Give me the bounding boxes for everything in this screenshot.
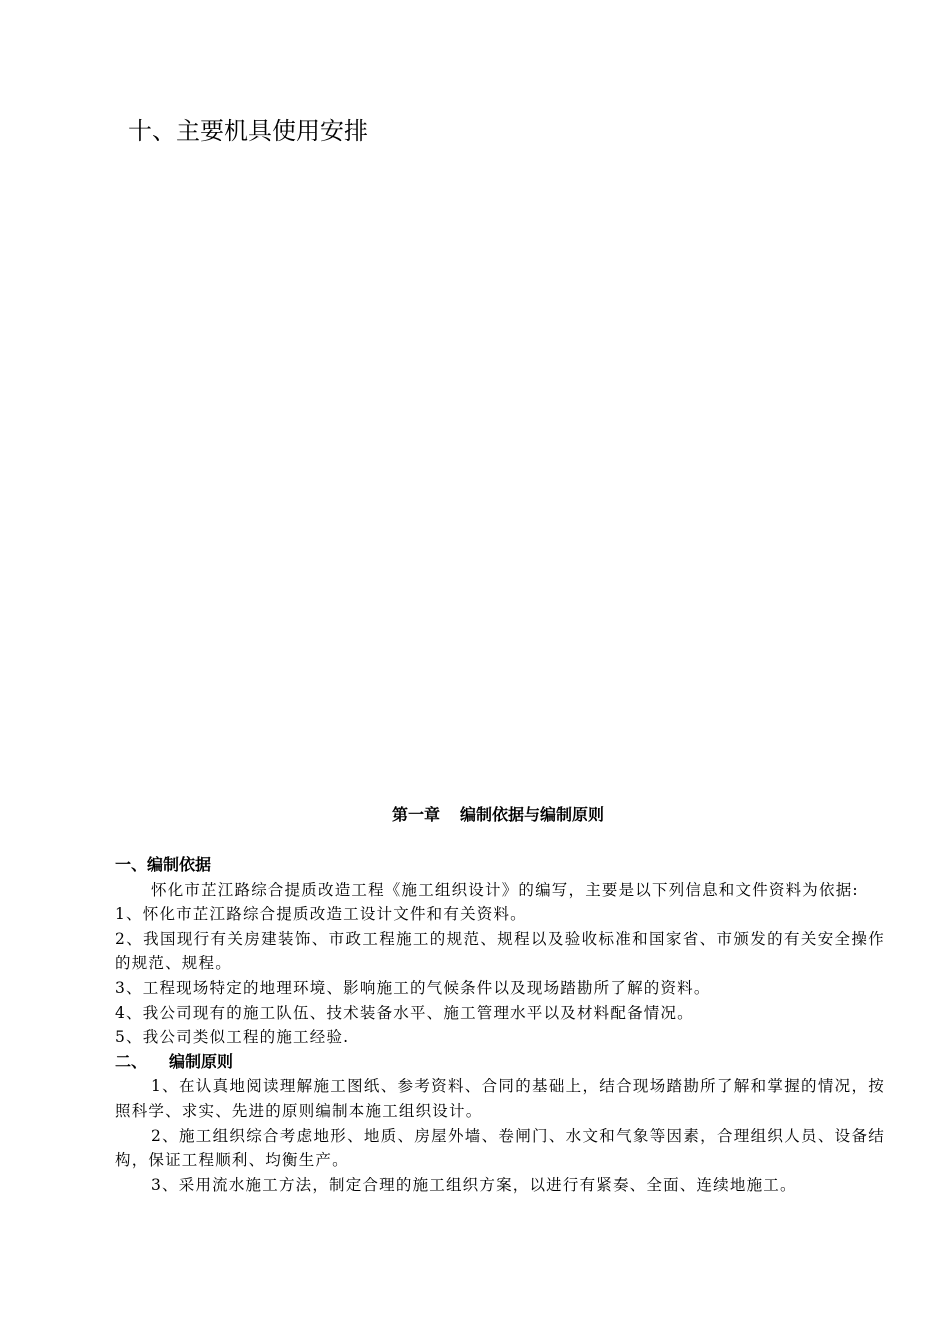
section-number: 二、 xyxy=(115,1051,148,1071)
principle-item-2: 2、施工组织综合考虑地形、地质、房屋外墙、卷闸门、水文和气象等因素，合理组织人员、设备结构，保证工程顺利、均衡生产。 xyxy=(115,1126,885,1170)
section-heading-principles xyxy=(115,1050,885,1075)
chapter-name: 编制依据与编制原则 xyxy=(460,805,605,824)
section-title: 编制原则 xyxy=(169,1051,234,1071)
toc-heading: 十、主要机具使用安排 xyxy=(128,117,368,145)
principle-item-1: 1、在认真地阅读理解施工图纸、参考资料、合同的基础上，结合现场踏勘所了解和掌握的情况，按照科学、求实、先进的原则编制本施工组织设计。 xyxy=(115,1077,885,1120)
basis-item-1: 1、怀化市芷江路综合提质改造工设计文件和有关资料。 xyxy=(115,905,527,924)
basis-item-2: 2、我国现行有关房建装饰、市政工程施工的规范、规程以及验收标准和国家省、市颁发的有关安全操作的规范、规程。 xyxy=(115,929,885,973)
chapter-title xyxy=(0,804,950,826)
document-body xyxy=(115,853,885,1197)
principle-item-3: 3、采用流水施工方法，制定合理的施工组织方案，以进行有紧奏、全面、连续地施工。 xyxy=(151,1175,797,1194)
chapter-number: 第一章 xyxy=(391,805,440,824)
basis-item-4: 4、我公司现有的施工队伍、技术装备水平、施工管理水平以及材料配备情况。 xyxy=(115,1003,694,1022)
section-heading-basis: 一、编制依据 xyxy=(115,855,212,874)
basis-item-3: 3、工程现场特定的地理环境、影响施工的气候条件以及现场踏勘所了解的资料。 xyxy=(115,978,711,997)
basis-item-5: 5、我公司类似工程的施工经验. xyxy=(115,1028,350,1047)
basis-intro-paragraph: 怀化市芷江路综合提质改造工程《施工组织设计》的编写，主要是以下列信息和文件资料为依据: xyxy=(151,880,859,899)
